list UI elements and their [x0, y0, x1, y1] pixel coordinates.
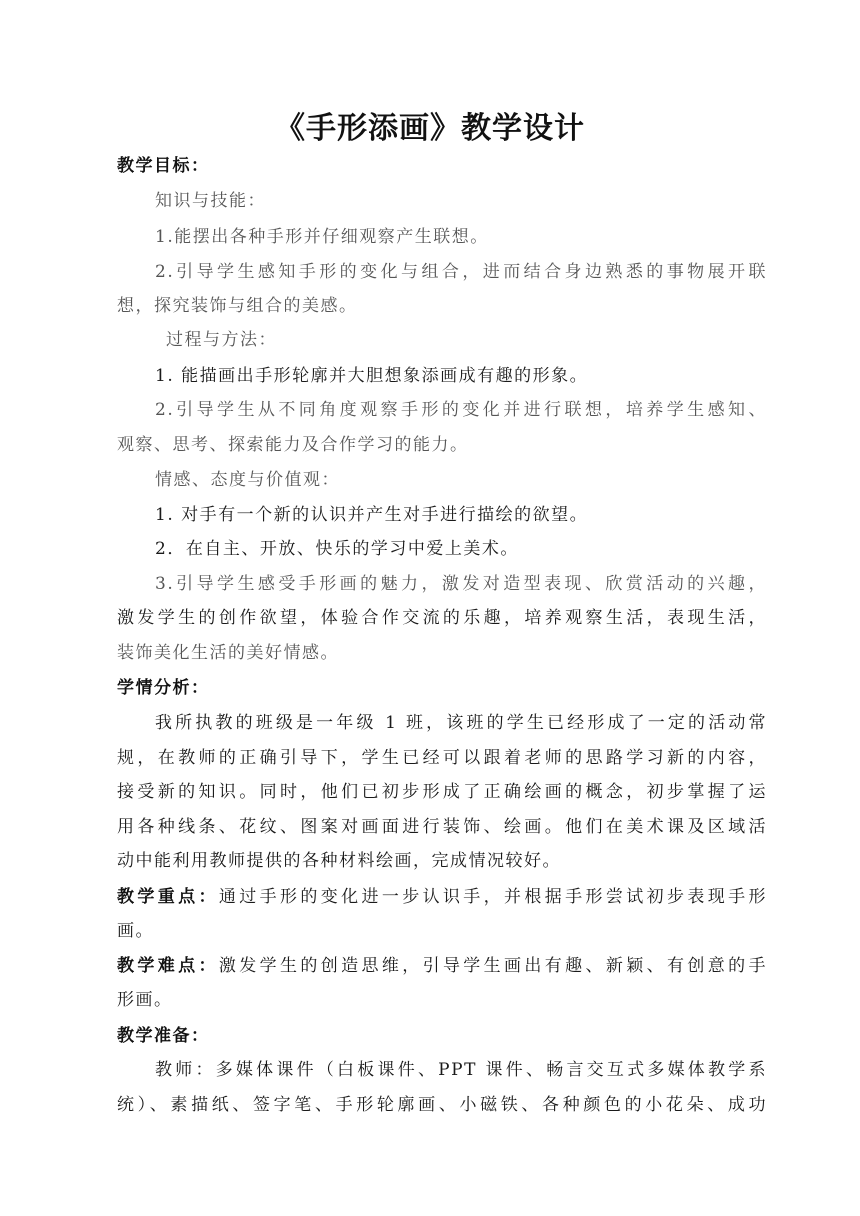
heading-key-points: 教学重点： — [117, 887, 219, 907]
paragraph-line: 接受新的知识。同时，他们已初步形成了正确绘画的概念，初步掌握了运 — [117, 782, 767, 802]
document-title: 《手形添画》教学设计 — [275, 111, 585, 146]
paragraph-line: 2.引导学生从不同角度观察手形的变化并进行联想，培养学生感知、 — [155, 400, 767, 420]
paragraph-line: 1. 对手有一个新的认识并产生对手进行描绘的欲望。 — [155, 505, 589, 525]
paragraph-line: 激发学生的创作欲望，体验合作交流的乐趣，培养观察生活，表现生活， — [117, 608, 767, 628]
paragraph-line: 用各种线条、花纹、图案对画面进行装饰、绘画。他们在美术课及区域活 — [117, 817, 767, 837]
heading-teaching-goals: 教学目标： — [117, 156, 210, 176]
paragraph-line: 画。 — [117, 921, 154, 941]
heading-learner-analysis: 学情分析： — [117, 678, 210, 698]
difficult-points-line — [117, 954, 767, 978]
paragraph-line: 教师：多媒体课件（白板课件、PPT 课件、畅言交互式多媒体教学系 — [155, 1060, 767, 1080]
paragraph-line: 2．在自主、开放、快乐的学习中爱上美术。 — [155, 539, 519, 559]
paragraph-line: 动中能利用教师提供的各种材料绘画，完成情况较好。 — [117, 851, 561, 871]
subheading-knowledge-skills: 知识与技能： — [155, 191, 266, 211]
difficult-points-text: 激发学生的创造思维，引导学生画出有趣、新颖、有创意的手 — [218, 956, 768, 976]
key-points-line — [117, 885, 767, 909]
subheading-emotion-attitude-values: 情感、态度与价值观： — [155, 470, 340, 490]
paragraph-line: 1.能摆出各种手形并仔细观察产生联想。 — [155, 227, 489, 247]
heading-difficult-points: 教学难点： — [117, 956, 219, 976]
subheading-process-methods: 过程与方法： — [166, 330, 277, 350]
paragraph-line: 2.引导学生感知手形的变化与组合，进而结合身边熟悉的事物展开联 — [155, 262, 767, 282]
paragraph-line: 想，探究装饰与组合的美感。 — [117, 296, 358, 316]
paragraph-line: 我所执教的班级是一年级 1 班，该班的学生已经形成了一定的活动常 — [155, 713, 767, 733]
key-points-text: 通过手形的变化进一步认识手，并根据手形尝试初步表现手形 — [218, 887, 768, 907]
paragraph-line: 统）、素描纸、签字笔、手形轮廓画、小磁铁、各种颜色的小花朵、成功 — [117, 1095, 767, 1115]
heading-teaching-preparation: 教学准备： — [117, 1026, 210, 1046]
paragraph-line: 规，在教师的正确引导下，学生已经可以跟着老师的思路学习新的内容， — [117, 748, 767, 768]
paragraph-line: 观察、思考、探索能力及合作学习的能力。 — [117, 435, 469, 455]
paragraph-line: 3.引导学生感受手形画的魅力，激发对造型表现、欣赏活动的兴趣， — [155, 574, 767, 594]
paragraph-line: 形画。 — [117, 990, 173, 1010]
paragraph-line: 1. 能描画出手形轮廓并大胆想象添画成有趣的形象。 — [155, 366, 589, 386]
paragraph-line: 装饰美化生活的美好情感。 — [117, 643, 339, 663]
